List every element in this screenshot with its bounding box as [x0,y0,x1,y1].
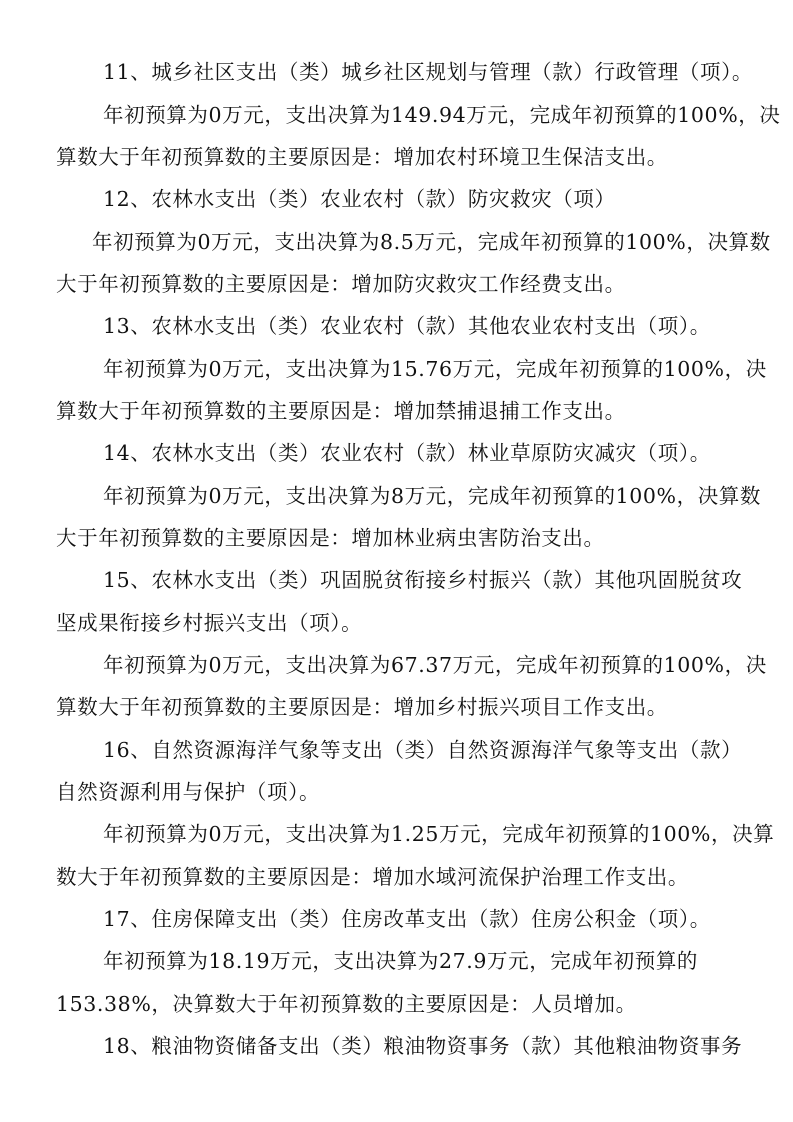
item-12-text-line-1: 年初预算为0万元，支出决算为8.5万元，完成年初预算的100%，决算数 [92,230,771,254]
item-16-heading-line-1: 16、自然资源海洋气象等支出（类）自然资源海洋气象等支出（款） [103,738,743,762]
item-16-text-line-1: 年初预算为0万元，支出决算为1.25万元，完成年初预算的100%，决算 [103,822,775,846]
item-13-heading: 13、农林水支出（类）农业农村（款）其他农业农村支出（项）。 [103,314,711,338]
item-11-text-line-1: 年初预算为0万元，支出决算为149.94万元，完成年初预算的100%，决 [103,103,781,127]
item-12-heading: 12、农林水支出（类）农业农村（款）防灾救灾（项） [103,187,616,211]
item-15-text-line-2: 算数大于年初预算数的主要原因是：增加乡村振兴项目工作支出。 [56,695,668,719]
item-17-heading: 17、住房保障支出（类）住房改革支出（款）住房公积金（项）。 [103,907,711,931]
item-14-text-line-2: 大于年初预算数的主要原因是：增加林业病虫害防治支出。 [56,526,605,550]
item-18-heading: 18、粮油物资储备支出（类）粮油物资事务（款）其他粮油物资事务 [103,1034,743,1058]
item-14-heading: 14、农林水支出（类）农业农村（款）林业草原防灾减灾（项）。 [103,441,711,465]
item-11-heading: 11、城乡社区支出（类）城乡社区规划与管理（款）行政管理（项）。 [103,60,754,84]
item-12-text-line-2: 大于年初预算数的主要原因是：增加防灾救灾工作经费支出。 [56,272,626,296]
item-13-text-line-1: 年初预算为0万元，支出决算为15.76万元，完成年初预算的100%，决 [103,357,767,381]
item-15-heading-line-1: 15、农林水支出（类）巩固脱贫衔接乡村振兴（款）其他巩固脱贫攻 [103,568,743,592]
item-17-text-line-1: 年初预算为18.19万元，支出决算为27.9万元，完成年初预算的 [103,949,699,973]
item-15-text-line-1: 年初预算为0万元，支出决算为67.37万元，完成年初预算的100%，决 [103,653,767,677]
item-16-heading-line-2: 自然资源利用与保护（项）。 [56,780,321,804]
item-11-text-line-2: 算数大于年初预算数的主要原因是：增加农村环境卫生保洁支出。 [56,145,668,169]
item-16-text-line-2: 数大于年初预算数的主要原因是：增加水域河流保护治理工作支出。 [56,865,689,889]
item-17-text-line-2: 153.38%，决算数大于年初预算数的主要原因是：人员增加。 [56,992,637,1016]
item-15-heading-line-2: 坚成果衔接乡村振兴支出（项）。 [56,611,363,635]
item-14-text-line-1: 年初预算为0万元，支出决算为8万元，完成年初预算的100%，决算数 [103,484,761,508]
item-13-text-line-2: 算数大于年初预算数的主要原因是：增加禁捕退捕工作支出。 [56,399,626,423]
